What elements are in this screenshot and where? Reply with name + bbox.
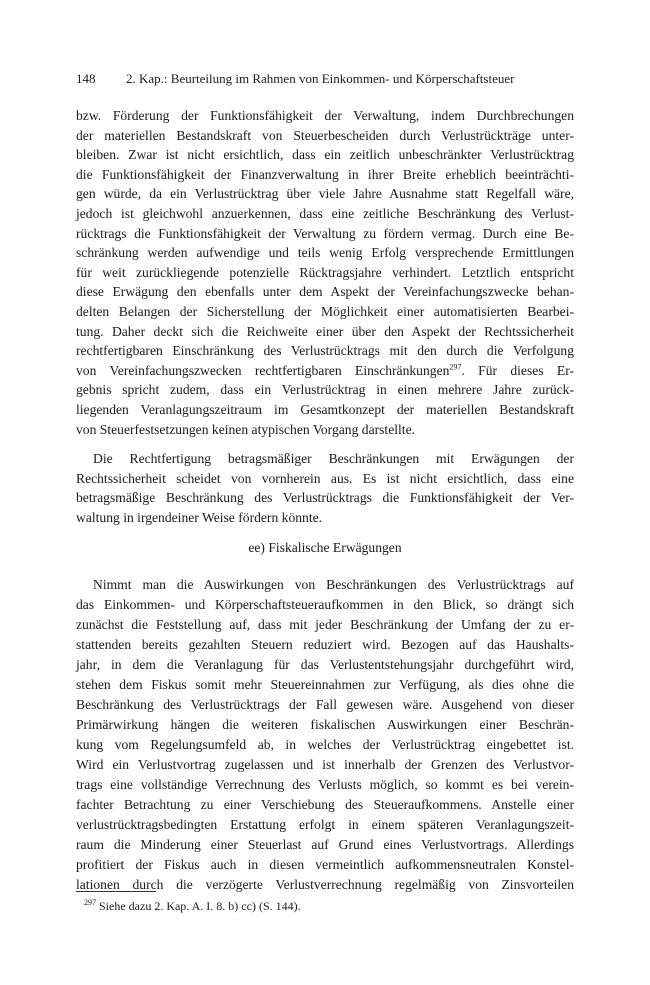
text-line: lationen durch die verzögerte Verlustverrechnung regelmäßig von Zinsvorteilen <box>76 877 574 892</box>
text-line: verlustrücktragsbedingten Erstattung erfolgt in einem späteren Veranlagungszeit- <box>76 817 574 832</box>
running-header <box>76 71 576 87</box>
text-line: gen würde, da ein Verlustrücktrag über viele Jahre Ausnahme statt Regelfall wäre, <box>76 186 574 202</box>
paragraph-2 <box>76 449 574 527</box>
text-line: von Steuerfestsetzungen keinen atypischen Vorgang darstellte. <box>76 421 415 437</box>
text-line: tung. Daher deckt sich die Reichweite einer über den Aspekt der Rechtssicherheit <box>76 323 574 339</box>
text-line: trags eine vollständige Verrechnung des Verlusts möglich, so kommt es bei verein- <box>76 777 574 792</box>
text-line: Rechtssicherheit scheidet von vornherein aus. Es ist nicht ersichtlich, dass eine <box>76 470 574 486</box>
footnote-text: Siehe dazu 2. Kap. A. I. 8. b) cc) (S. 144). <box>99 899 301 913</box>
lower-text-block <box>76 575 574 895</box>
text-line: Die Rechtfertigung betragsmäßiger Beschränkungen mit Erwägungen der <box>93 451 574 467</box>
text-line: delten Belangen der Sicherstellung der Möglichkeit einer automatisierten Bearbei- <box>76 303 574 319</box>
text-line: liegenden Veranlagungszeitraum im Gesamtkonzept der materiellen Bestandskraft <box>76 401 574 417</box>
section-heading: ee) Fiskalische Erwägungen <box>248 540 402 555</box>
text-line: rechtfertigbaren Einschränkung des Verlustrücktrags mit den durch die Verfolgung <box>76 343 574 359</box>
text-line: fachter Betrachtung zu einer Verschiebung des Steueraufkommens. Anstelle einer <box>76 797 574 812</box>
text-line: diese Erwägung den ebenfalls unter dem Aspekt der Vereinfachungszwecke behan- <box>76 284 574 300</box>
text-line: profitiert der Fiskus auch in diesen vermeintlich aufkommensneutralen Konstel- <box>76 857 574 872</box>
text-line: Beschränkung des Verlustrücktrags der Fall gewesen wäre. Ausgehend von dieser <box>76 697 574 712</box>
text-line: waltung in irgendeiner Weise fördern könnte. <box>76 509 323 525</box>
text-line: gebnis spricht zudem, dass ein Verlustrücktrag in einen mehrere Jahre zurück- <box>76 382 574 398</box>
text-line: für weit zurückliegende potenzielle Rücktragsjahre verhindert. Letztlich entspricht <box>76 264 574 280</box>
paragraph-1 <box>76 106 574 439</box>
text-line: kung vom Regelungsumfeld ab, in welches der Verlustrücktrag eingebettet ist. <box>76 737 574 752</box>
footnote-reference[interactable]: 297 <box>449 362 462 372</box>
running-title: 2. Kap.: Beurteilung im Rahmen von Einkommen- und Körperschaftsteuer <box>126 71 515 86</box>
footnote <box>84 898 564 914</box>
text-line: das Einkommen- und Körperschaftsteueraufkommen in den Blick, so drängt sich <box>76 597 574 612</box>
text-line: Wird ein Verlustvortrag zugelassen und ist innerhalb der Grenzen des Verlustvor- <box>76 757 574 772</box>
paragraph-3 <box>76 575 574 895</box>
text-line-with-footnote <box>76 361 574 381</box>
text-line: betragsmäßige Beschränkung des Verlustrücktrags die Funktionsfähigkeit der Ver- <box>76 490 574 506</box>
text-line: Primärwirkung hängen die weiteren fiskalischen Auswirkungen einer Beschrän- <box>76 717 574 732</box>
text-line: bleiben. Zwar ist nicht ersichtlich, dass ein zeitlich unbeschränkter Verlustrücktrag <box>76 147 574 163</box>
text-line: schränkung werden aufwendige und teils wenig Erfolg versprechende Ermittlungen <box>76 245 574 261</box>
text-line: raum die Minderung einer Steuerlast auf Grund eines Verlustvortrags. Allerdings <box>76 837 574 852</box>
text-fragment: . Für dieses Er- <box>461 362 574 378</box>
text-line: jedoch ist gleichwohl anzuerkennen, dass eine zeitliche Beschränkung des Verlust- <box>76 205 574 221</box>
text-line: die Funktionsfähigkeit der Finanzverwaltung in ihrer Breite erheblich beeinträchti- <box>76 166 574 182</box>
text-line: der materiellen Bestandskraft von Steuerbescheiden durch Verlustrückträge unter- <box>76 127 574 143</box>
text-fragment: von Vereinfachungszwecken rechtfertigbaren Einschränkungen <box>76 362 450 378</box>
text-line: stattenden bereits gezahlten Steuern reduziert wird. Bezogen auf das Haushalts- <box>76 637 574 652</box>
footnote-number: 297 <box>84 898 96 907</box>
upper-text-block <box>76 106 574 527</box>
text-line: stehen dem Fiskus somit mehr Steuereinnahmen zur Verfügung, als dies ohne die <box>76 677 574 692</box>
text-line: bzw. Förderung der Funktionsfähigkeit der Verwaltung, indem Durchbrechungen <box>76 108 574 123</box>
text-line: jahr, in dem die Veranlagung für das Verlustentstehungsjahr durchgeführt wird, <box>76 657 574 672</box>
page-number: 148 <box>76 71 96 86</box>
text-line: Nimmt man die Auswirkungen von Beschränkungen des Verlustrücktrags auf <box>93 577 574 592</box>
footnote-separator <box>76 891 156 892</box>
text-line: rücktrags die Funktionsfähigkeit der Verwaltung zu fördern vermag. Durch eine Be- <box>76 225 574 241</box>
text-line: zunächst die Feststellung auf, dass mit jeder Beschränkung der Umfang der zu er- <box>76 617 574 632</box>
